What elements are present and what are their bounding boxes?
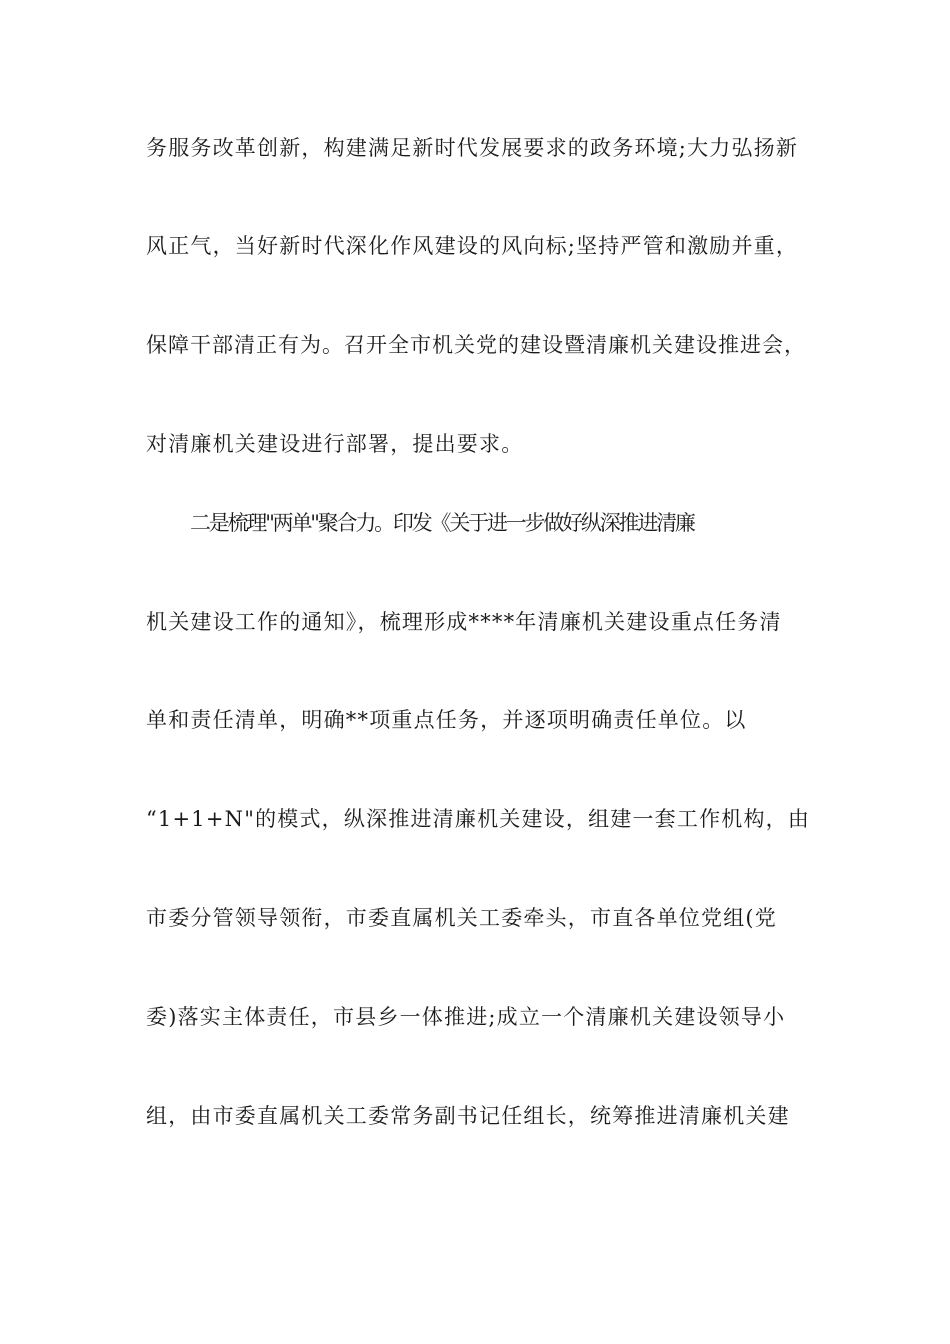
paragraph-line: 对清廉机关建设进行部署，提出要求。	[146, 432, 524, 456]
paragraph-line: 务服务改革创新，构建满足新时代发展要求的政务环境;大力弘扬新	[146, 136, 799, 160]
paragraph-line: 单和责任清单，明确**项重点任务，并逐项明确责任单位。以	[146, 708, 747, 732]
paragraph-line: 委)落实主体责任，市县乡一体推进;成立一个清廉机关建设领导小	[146, 1005, 786, 1029]
paragraph-line: 机关建设工作的通知》，梳理形成****年清廉机关建设重点任务清	[146, 610, 782, 634]
paragraph-line: 保障干部清正有为。召开全市机关党的建设暨清廉机关建设推进会，	[146, 333, 806, 357]
paragraph-line-indented: 二是梳理"两单"聚合力。印发《关于进一步做好纵深推进清廉	[190, 511, 694, 535]
paragraph-line: 市委分管领导领衔，市委直属机关工委牵头，市直各单位党组(党	[146, 906, 777, 930]
paragraph-line: “1+1+N"的模式，纵深推进清廉机关建设，组建一套工作机构，由	[146, 807, 811, 831]
paragraph-line: 组，由市委直属机关工委常务副书记任组长，统筹推进清廉机关建	[146, 1104, 790, 1128]
paragraph-line: 风正气，当好新时代深化作风建设的风向标;坚持严管和激励并重，	[146, 234, 799, 258]
